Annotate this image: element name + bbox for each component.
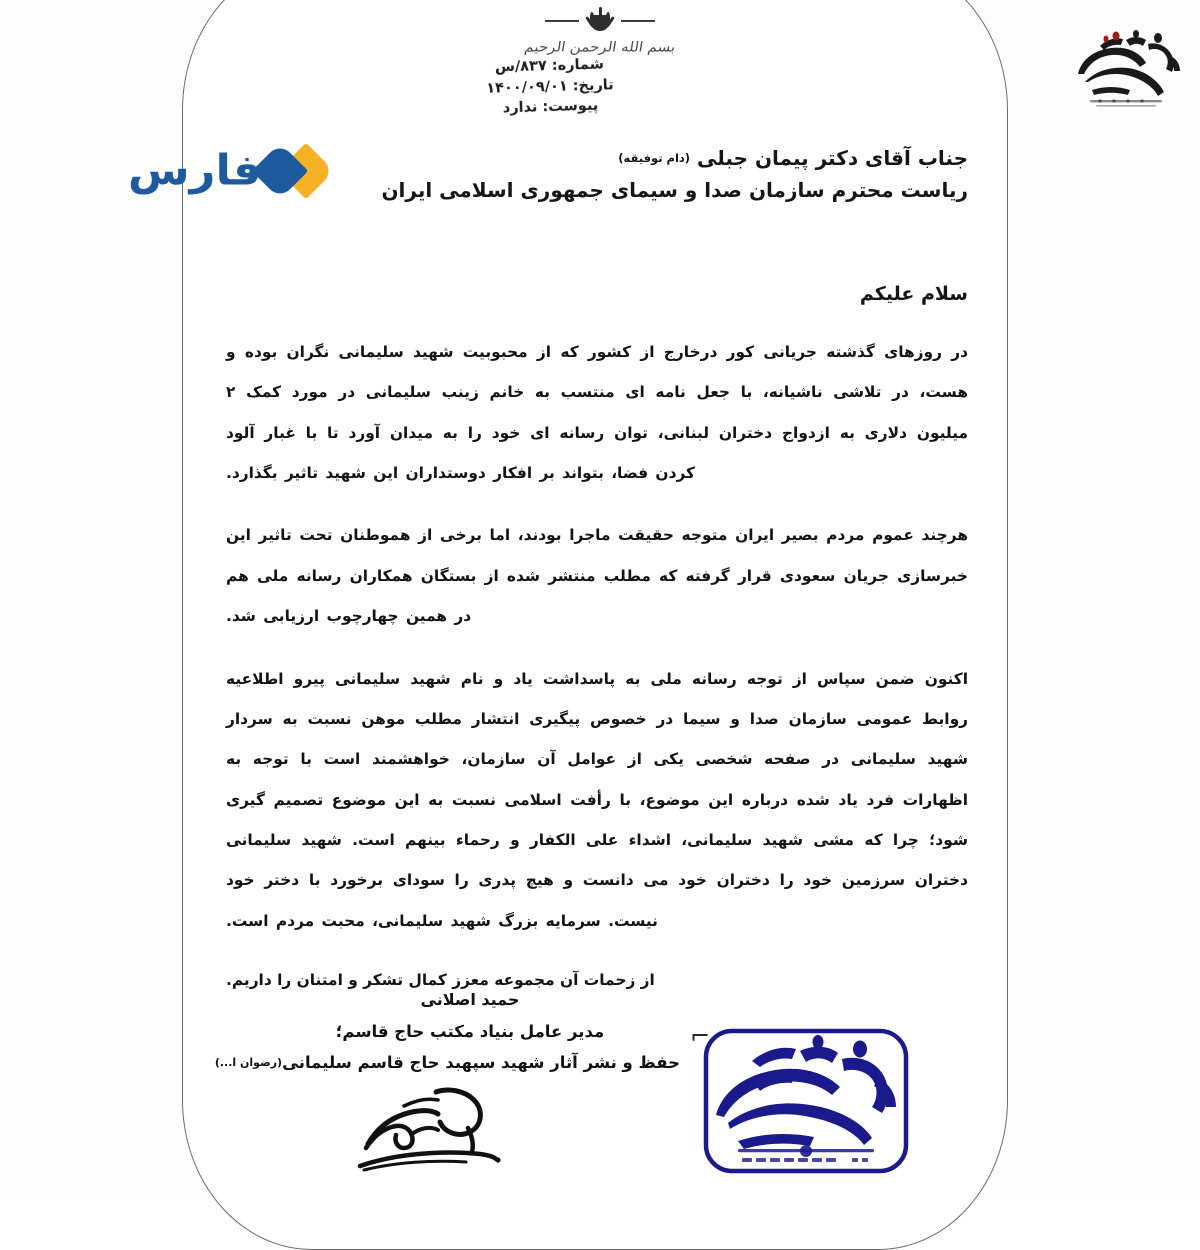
iran-national-emblem-icon bbox=[587, 7, 613, 35]
body-closing-line: از زحمات آن مجموعه معزز کمال تشکر و امتنان را داریم. bbox=[226, 971, 655, 990]
addressee-block bbox=[328, 142, 968, 207]
emblem-rule-left bbox=[545, 20, 579, 21]
emblem-rule-right bbox=[621, 20, 655, 21]
letter-number: شماره: ۸۳۷/س bbox=[494, 56, 605, 76]
fars-news-agency-logo bbox=[127, 140, 334, 202]
body-paragraph-2: هرچند عموم مردم بصیر ایران متوجه حقیقت ماجرا بودند، اما برخی از هموطنان تحت تاثیر این خبرسازی جریان سعودی قرار گرفته که مطلب منتشر شده از بستگان همکاران رسانه ملی هم در همین چهارچوب ارزیابی شد. bbox=[226, 526, 968, 626]
signatory-title: مدیر عامل بنیاد مکتب حاج قاسم؛ bbox=[335, 1021, 605, 1041]
addressee-name: جناب آقای دکتر پیمان جبلی bbox=[697, 146, 968, 170]
body-paragraph-1: در روزهای گذشته جریانی کور درخارج از کشور که از محبوبیت شهید سلیمانی نگران بوده و هست، در تلاشی ناشیانه، با جعل نامه ای منتسب به خانم زینب سلیمانی در مورد کمک ۲ میلیون دلاری به ازدواج دختران لبنانی، توان رسانه ای خود را به میدان آورد تا با غبار آلود کردن فضا، بتواند بر افکار دوستداران این شهید تاثیر بگذارد. bbox=[226, 343, 968, 483]
signature-block bbox=[214, 985, 680, 1079]
letter-attachment: پیوست: ندارد bbox=[502, 97, 599, 117]
signatory-name: حمید اصلانی bbox=[420, 990, 520, 1009]
bismillah-text: بسم الله الرحمن الرحیم bbox=[523, 38, 677, 56]
fars-diamond-mark-icon bbox=[260, 146, 334, 196]
signatory-subtitle: حفظ و نشر آثار شهید سپهبد حاج قاسم سلیمانی bbox=[282, 1053, 680, 1073]
letter-body bbox=[226, 332, 968, 998]
handwritten-signature-icon bbox=[338, 1082, 548, 1177]
bracket-pen-mark: ⌐ bbox=[690, 1022, 711, 1050]
addressee-title-line: ریاست محترم سازمان صدا و سیمای جمهوری اسلامی ایران bbox=[381, 178, 968, 203]
national-emblem-row bbox=[0, 0, 1200, 42]
addressee-honorific: (دام توفیقه) bbox=[618, 151, 691, 165]
official-stamp-icon bbox=[700, 1025, 912, 1177]
addressee-name-line bbox=[328, 142, 968, 174]
salutation: سلام علیکم bbox=[859, 283, 968, 305]
signatory-subtitle-line bbox=[214, 1047, 680, 1079]
signatory-subtitle-honorific: (رضوان ا...) bbox=[214, 1056, 283, 1070]
body-paragraph-3: اکنون ضمن سپاس از توجه رسانه ملی به پاسداشت یاد و نام شهید سلیمانی پیرو اطلاعیه روابط عمومی سازمان صدا و سیما در خصوص پیگیری انتشار مطلب موهن نسبت به سردار شهید سلیمانی در صفحه شخصی یکی از عوامل آن سازمان، خواهشمند است با توجه به اظهارات فرد یاد شده درباره این موضوع، با رأفت اسلامی نسبت به این موضوع تصمیم گیری شود؛ چرا که مشی شهید سلیمانی، اشداء علی الکفار و رحماء بینهم است. شهید سلیمانی دختران سرزمین خود را دختران خود می دانست و هیچ پدری را سودای برخورد با دختر خود نیست. سرمایه بزرگ شهید سلیمانی، محبت مردم است. bbox=[226, 669, 968, 930]
letter-date: تاریخ: ۱۴۰۰/۰۹/۰۱ bbox=[486, 76, 614, 97]
letter-meta-block bbox=[459, 53, 641, 120]
fars-logo-word: فارس bbox=[127, 146, 262, 196]
